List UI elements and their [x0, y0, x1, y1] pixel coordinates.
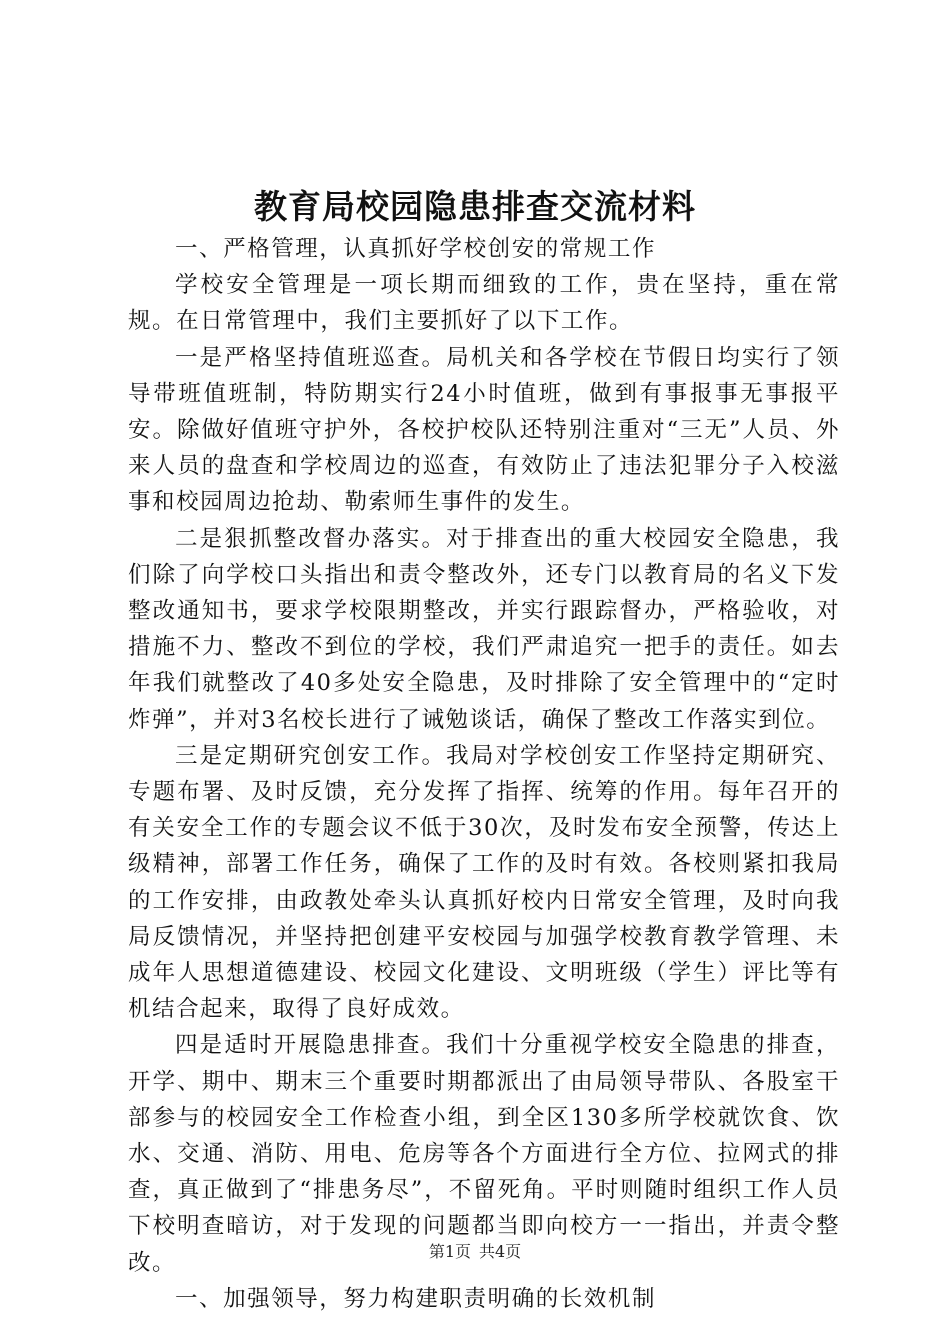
body-paragraph: 四是适时开展隐患排查。我们十分重视学校安全隐患的排查，开学、期中、期末三个重要时期都派出了由局领导带队、各股室干部参与的校园安全工作检查小组，到全区130多所学校就饮食、饮水、交通、消防、用电、危房等各个方面进行全方位、拉网式的排查，真正做到了“排患务尽”，不留死角。平时则随时组织工作人员下校明查暗访，对于发现的问题都当即向校方一一指出，并责令整改。 [128, 1032, 840, 1276]
body-paragraph: 学校安全管理是一项长期而细致的工作，贵在坚持，重在常规。在日常管理中，我们主要抓好了以下工作。 [128, 272, 840, 335]
body-paragraph: 三是定期研究创安工作。我局对学校创安工作坚持定期研究、专题布署、及时反馈，充分发挥了指挥、统筹的作用。每年召开的有关安全工作的专题会议不低于30次，及时发布安全预警，传达上级精神，部署工作任务，确保了工作的及时有效。各校则紧扣我局的工作安排，由政教处牵头认真抓好校内日常安全管理，及时向我局反馈情况，并坚持把创建平安校园与加强学校教育教学管理、未成年人思想道德建设、校园文化建设、文明班级（学生）评比等有机结合起来，取得了良好成效。 [128, 742, 840, 1023]
document-body [128, 231, 840, 1317]
section-heading: 一、加强领导，努力构建职责明确的长效机制 [175, 1285, 657, 1312]
section-heading: 一、严格管理，认真抓好学校创安的常规工作 [175, 236, 657, 262]
body-paragraph: 二是狠抓整改督办落实。对于排查出的重大校园安全隐患，我们除了向学校口头指出和责令整改外，还专门以教育局的名义下发整改通知书，要求学校限期整改，并实行跟踪督办，严格验收，对措施不力、整改不到位的学校，我们严肃追究一把手的责任。如去年我们就整改了40多处安全隐患，及时排除了安全管理中的“定时炸弹”，并对3名校长进行了诫勉谈话，确保了整改工作落实到位。 [128, 525, 840, 733]
document-title: 教育局校园隐患排查交流材料 [254, 187, 696, 226]
page-number: 第1页 [428, 1242, 471, 1261]
page-footer [0, 1240, 950, 1264]
body-paragraph: 一是严格坚持值班巡查。局机关和各学校在节假日均实行了领导带班值班制，特防期实行24小时值班，做到有事报事无事报平安。除做好值班守护外，各校护校队还特别注重对“三无”人员、外来人员的盘查和学校周边的巡查，有效防止了违法犯罪分子入校滋事和校园周边抢劫、勒索师生事件的发生。 [128, 344, 840, 516]
page-total: 共4页 [479, 1242, 522, 1261]
